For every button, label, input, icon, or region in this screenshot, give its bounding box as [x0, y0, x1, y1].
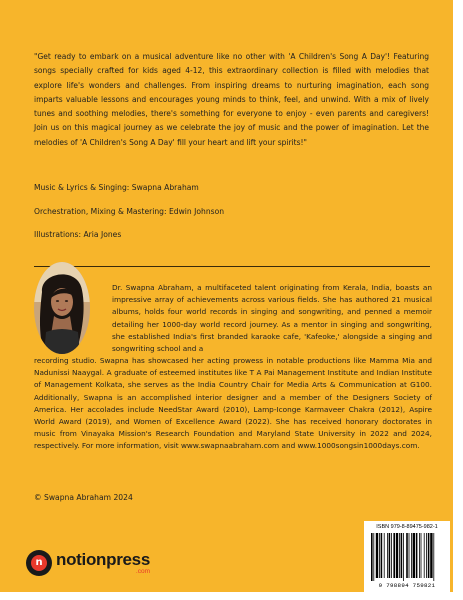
credit-illustrations: Illustrations: Aria Jones: [34, 230, 122, 239]
bio-paragraph-top: Dr. Swapna Abraham, a multifaceted talent originating from Kerala, India, boasts an impressive array of achievements across various fields. She has authored 21 musical albums, holds four world records in singing and songwriting, and penned a memoir detailing her 1000-day world record journey. As a mentor in singing and songwriting, she established India's first branded karaoke cafe, 'Kafeoke,' alongside a singing and songwriting school and a: [112, 283, 432, 354]
publisher-logo: [26, 550, 150, 576]
publisher-logo-icon: [26, 550, 52, 576]
intro-paragraph: "Get ready to embark on a musical adventure like no other with 'A Children's Song A Day'! Featuring songs specially crafted for kids aged 4-12, this extraordinary collection is filled with melodies that explore life's wonders and challenges. From inspiring dreams to nurturing imagination, each song imparts valuable lessons and encourages young minds to think, feel, and unwind. With a mix of lively tunes and soothing melodies, there's something for everyone to enjoy - even parents and caregivers! Join us on this magical journey as we celebrate the joy of music and the power of imagination. Let the melodies of 'A Children's Song A Day' fill your heart and lift your spirits!": [34, 52, 429, 147]
barcode-digits: 9 798894 759821: [378, 582, 436, 589]
credit-orchestration: Orchestration, Mixing & Mastering: Edwin Johnson: [34, 207, 225, 216]
copyright-line: © Swapna Abraham 2024: [34, 493, 133, 502]
credit-music: Music & Lyrics & Singing: Swapna Abraham: [34, 183, 199, 192]
bio-paragraph-continued: recording studio. Swapna has showcased her acting prowess in notable productions like Mamma Mia and Nadunissi Naaygal. A graduate of esteemed institutes like T A Pai Management Institute and Indian Institute of Management Kolkata, she serves as the India Country Chair for Media Arts & Communication at G100. Additionally, Swapna is an accomplished interior designer and a member of the Designers Society of America. Her accolades include NeedStar Award (2010), Lamp-Iconge Karmaveer Chakra (2012), Aspire World Award (2019), and Women of Excellence Award (2022). She has received honorary doctorates in music from Vinayaka Mission's Research Foundation and Maryland State University in 2022 and 2024, respectively. For more information, visit www.swapnaabraham.com and www.1000songsin1000days.com.: [34, 356, 432, 451]
isbn-label: ISBN 979-8-89475-982-1: [376, 524, 438, 530]
publisher-logo-letter: n: [31, 555, 47, 571]
section-divider: [34, 266, 430, 267]
isbn-barcode-block: [364, 521, 450, 592]
publisher-name: notionpress: [56, 550, 150, 569]
publisher-wordmark: [56, 551, 150, 575]
page-margin-bottom: [0, 592, 463, 600]
barcode-icon: [371, 533, 443, 581]
page-margin-right: [453, 0, 463, 600]
author-photo: [34, 262, 90, 354]
publisher-domain-suffix: .com: [135, 568, 150, 575]
